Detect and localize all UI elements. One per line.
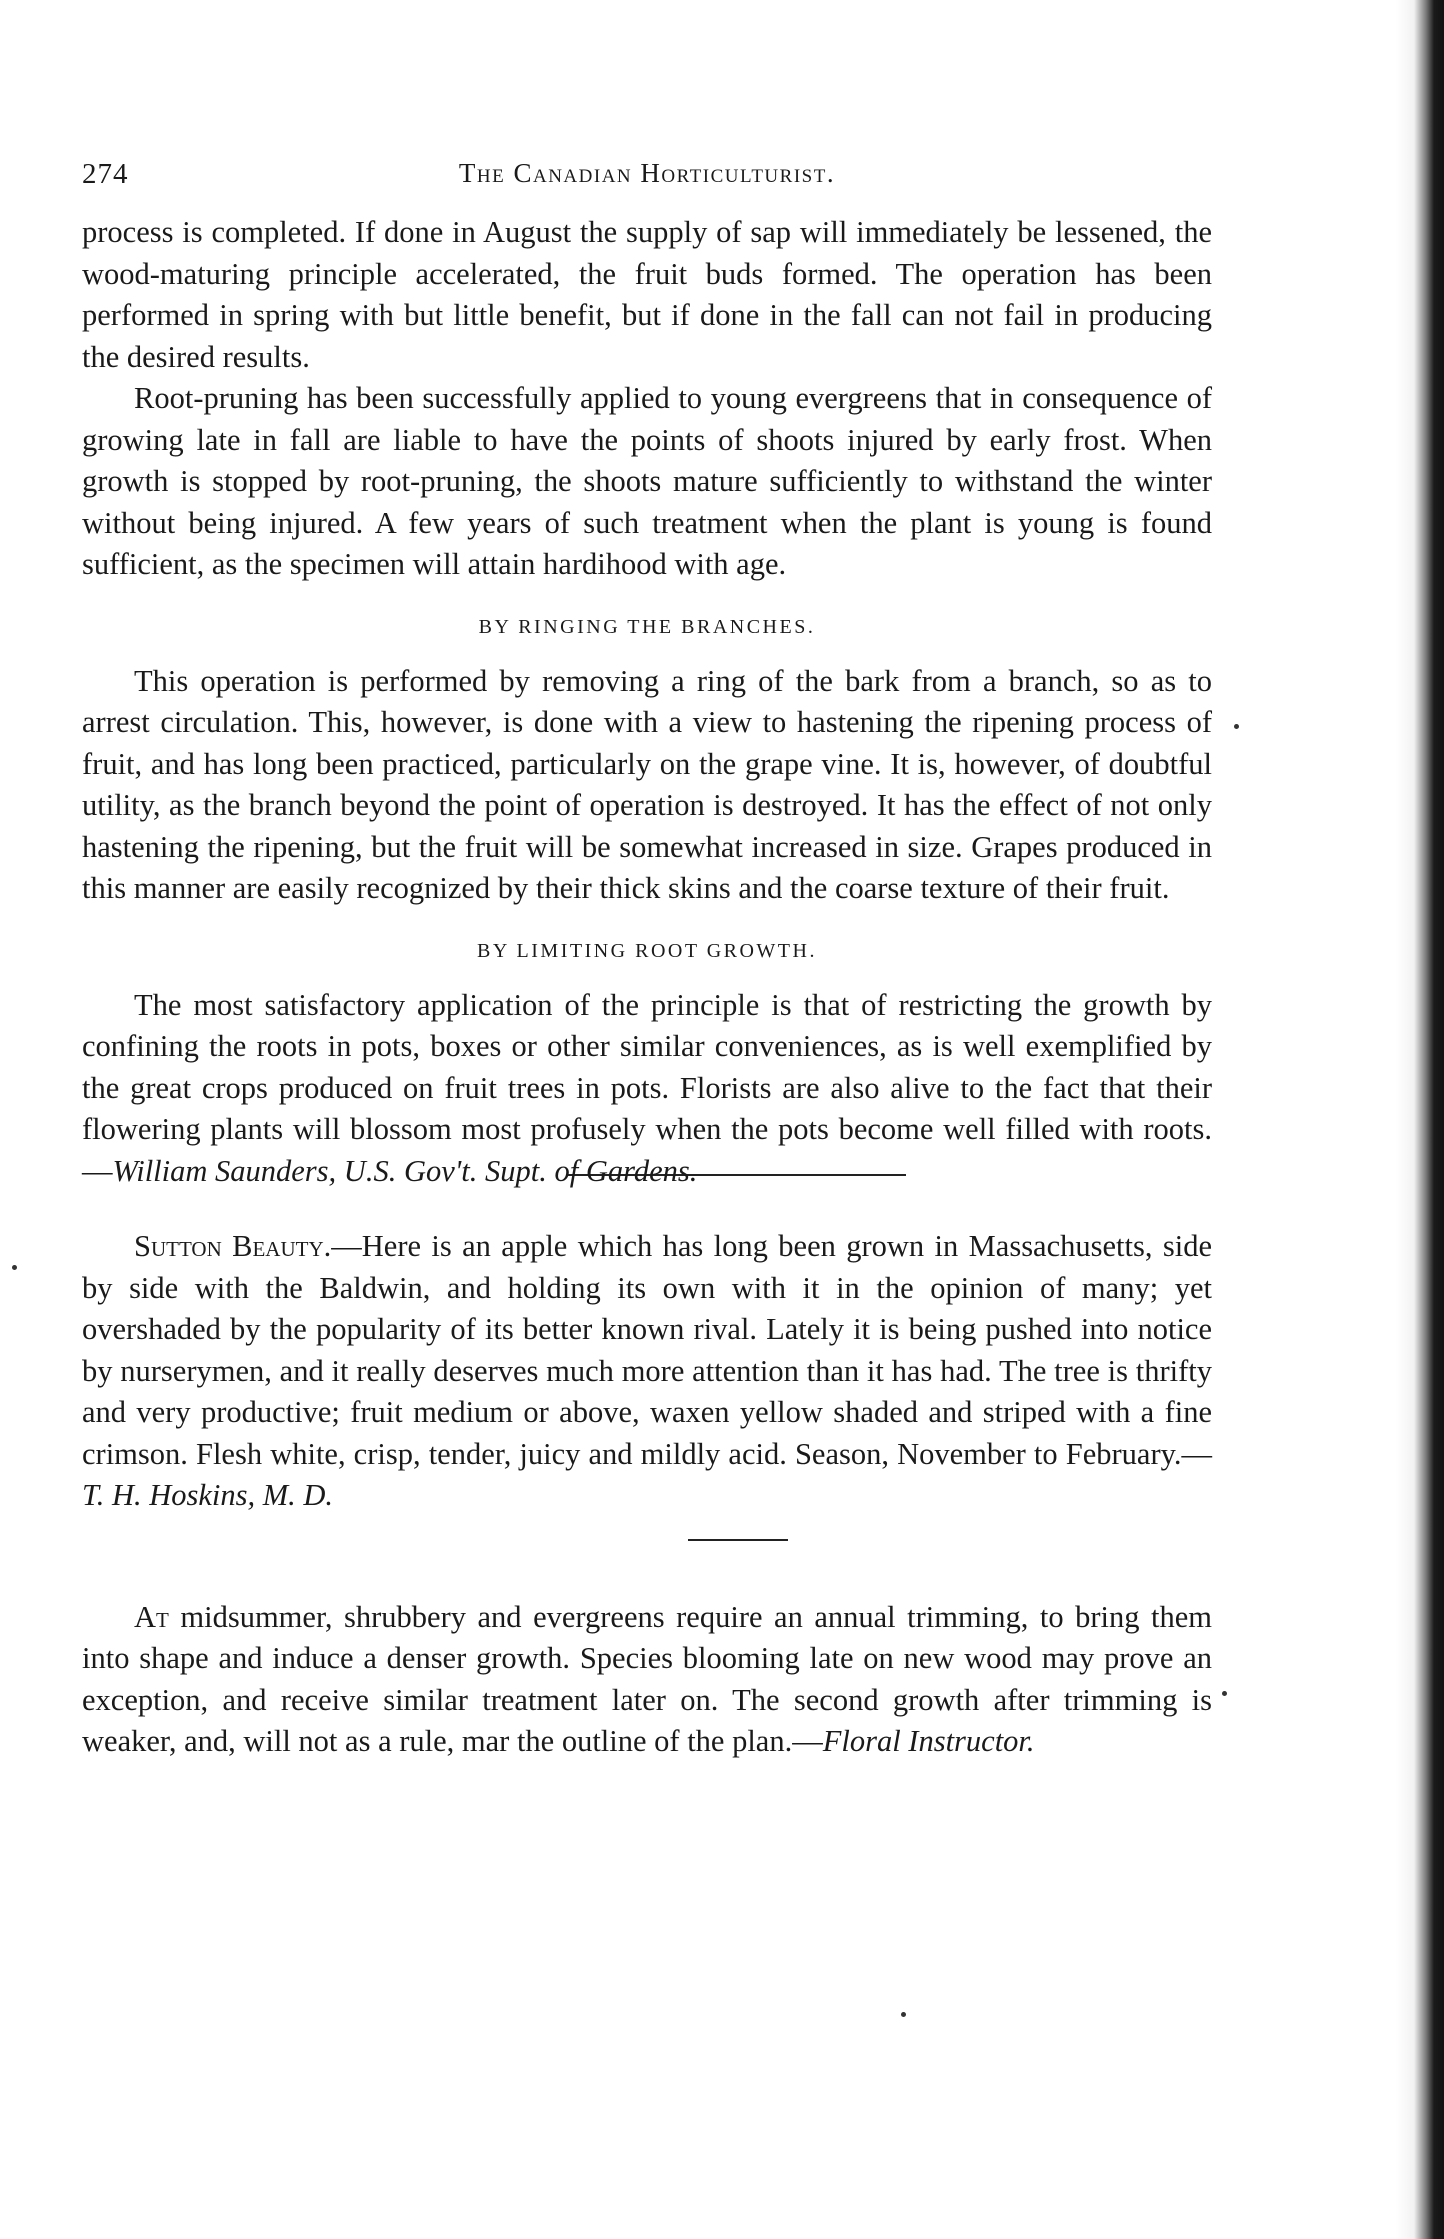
sutton-beauty-lead: Sutton Beauty. [134,1229,332,1263]
paragraph-sutton-beauty [82,1226,1212,1517]
print-speck [1234,724,1239,729]
paragraph-limiting-root-growth [82,985,1212,1193]
paragraph-midsummer [82,1597,1212,1763]
paragraph-limiting-text: The most satisfactory application of the principle is that of restricting the growth by confining the roots in pots, boxes or other similar conveniences, as is well exemplified by the great crops produced on fruit trees in pots. Florists are also alive to the fact that their flowering plants will blossom most profusely when the pots become well filled with roots.— [82,987,1212,1188]
attribution-floral-instructor: Floral Instructor. [822,1724,1035,1758]
section-divider-short [688,1539,788,1541]
paragraph-ringing: This operation is performed by removing a ring of the bark from a branch, so as to arrest circulation. This, however, is done with a view to hastening the ripening process of fruit, and has long been practiced, particularly on the grape vine. It is, however, of doubtful utility, as the branch beyond the point of operation is destroyed. It has the effect of not only hastening the ripening, but the fruit will be somewhat increased in size. Grapes produced in this manner are easily recognized by their thick skins and the coarse texture of their fruit. [82,663,1212,905]
midsummer-text: midsummer, shrubbery and evergreens require an annual trimming, to bring them into shape and induce a denser growth. Species blooming late on new wood may prove an exception, and receive similar treatment later on. The second growth after trimming is weaker, and, will not as a rule, mar the outline of the plan.— [82,1599,1212,1758]
running-head [82,158,1212,198]
section-heading-ringing: BY RINGING THE BRANCHES. [478,615,816,638]
print-speck [12,1265,17,1270]
article-body [82,212,1212,1763]
attribution-saunders: William Saunders, U.S. Gov't. Supt. of Gardens. [112,1153,698,1188]
print-speck [901,2012,906,2017]
paragraph-root-pruning-continued: process is completed. If done in August the supply of sap will immediately be lessened, the wood-maturing principle accelerated, the fruit buds formed. The operation has been performed in spring with but little benefit, but if done in the fall can not fail in producing the desired results. [82,215,1212,374]
paragraph-evergreens: Root-pruning has been successfully applied to young evergreens that in consequence of growing late in fall are liable to have the points of shoots injured by early frost. When growth is stopped by root-pruning, the shoots mature sufficiently to withstand the winter without being injured. A few years of such treatment when the plant is young is found sufficient, as the specimen will attain hardihood with age. [82,381,1212,581]
journal-title: The Canadian Horticulturist. [458,158,836,188]
print-speck [1222,1691,1227,1696]
attribution-hoskins: T. H. Hoskins, M. D. [82,1478,334,1512]
sutton-beauty-text: —Here is an apple which has long been grown in Massachusetts, side by side with the Baldwin, and holding its own with it in the opinion of many; yet overshaded by the popularity of its better known rival. Lately it is being pushed into notice by nurserymen, and it really deserves much more attention than it has had. The tree is thrifty and very productive; fruit medium or above, waxen yellow shaded and striped with a fine crimson. Flesh white, crisp, tender, juicy and mildly acid. Season, November to February.— [82,1229,1212,1471]
page-binding-edge [1396,0,1444,2239]
midsummer-lead: At [134,1599,169,1634]
page-number: 274 [82,158,129,190]
section-heading-limiting: BY LIMITING ROOT GROWTH. [477,939,817,962]
